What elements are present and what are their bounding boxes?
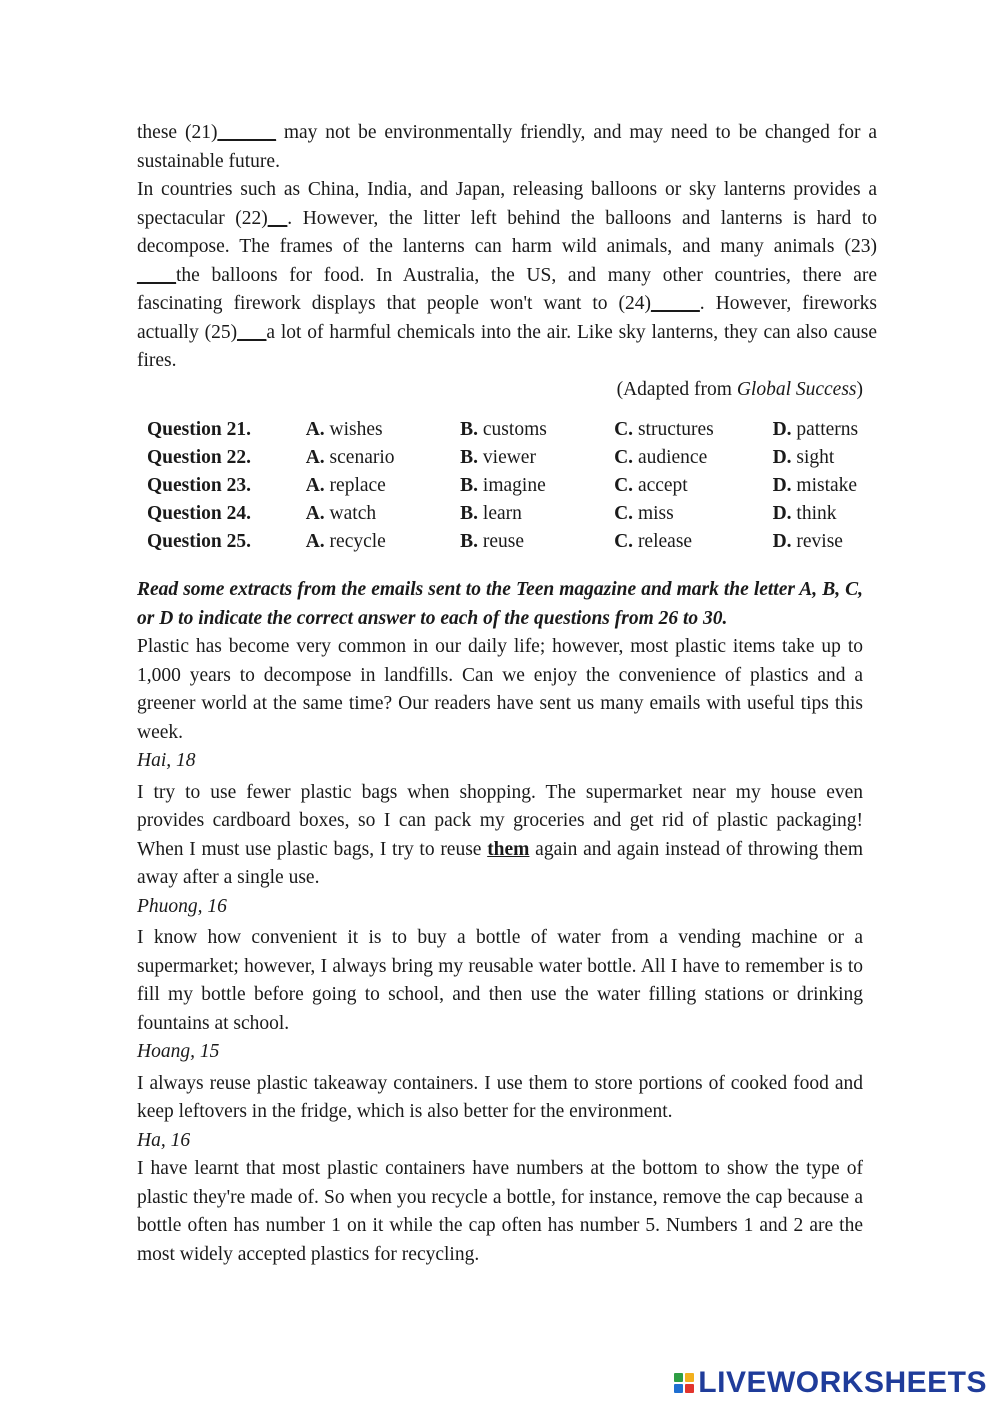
- question-label: Question 23.: [147, 475, 252, 496]
- answer-option-d[interactable]: [773, 528, 877, 556]
- answer-option-b[interactable]: [460, 500, 614, 528]
- answer-option-c[interactable]: [614, 472, 772, 500]
- question-label: Question 25.: [147, 531, 252, 552]
- email-hoang: I always reuse plastic takeaway containers. I use them to store portions of cooked food and keep leftovers in the fridge, which is also better for the environment.: [137, 1072, 863, 1122]
- option-text: imagine: [482, 475, 546, 496]
- blank-25[interactable]: ___: [237, 321, 267, 343]
- option-text: patterns: [796, 419, 859, 440]
- answer-option-a[interactable]: [306, 444, 460, 472]
- option-letter: A.: [305, 419, 325, 440]
- answer-option-b[interactable]: [460, 472, 614, 500]
- option-letter: B.: [460, 475, 479, 496]
- option-text: structures: [637, 419, 714, 440]
- option-text: wishes: [329, 419, 383, 440]
- passage-text: . However, the litter left behind the balloons and lanterns is hard to decompose. The frames of the lanterns can harm wild animals, and many animals (23): [137, 207, 877, 257]
- option-text: accept: [637, 475, 688, 496]
- answer-option-d[interactable]: [773, 444, 877, 472]
- option-letter: C.: [614, 447, 634, 468]
- option-letter: C.: [614, 531, 634, 552]
- option-letter: B.: [460, 503, 479, 524]
- option-letter: D.: [772, 531, 792, 552]
- passage-paragraph-1: [137, 119, 877, 176]
- email-ha: I have learnt that most plastic containers have numbers at the bottom to show the type of plastic they're made of. So when you recycle a bottle, for instance, remove the cap because a bottle often has number 1 on it while the cap often has number 5. Numbers 1 and 2 are the most widely accepted plastics for recycling.: [137, 1158, 863, 1265]
- logo-square: [685, 1384, 694, 1393]
- question-label: Question 21.: [147, 419, 252, 440]
- blank-23[interactable]: ____: [137, 264, 176, 286]
- email-text: I try to use fewer plastic bags when shopping. The supermarket near my house even provides cardboard boxes, so I can pack my groceries and get rid of plastic packaging! When I must use plastic bags, I try to reuse: [137, 781, 863, 860]
- option-letter: D.: [772, 447, 792, 468]
- answer-option-c[interactable]: [614, 416, 772, 444]
- option-text: miss: [637, 503, 674, 524]
- option-letter: B.: [460, 419, 479, 440]
- option-letter: B.: [460, 447, 479, 468]
- logo-square: [674, 1384, 683, 1393]
- option-text: sight: [796, 447, 835, 468]
- answer-option-c[interactable]: [614, 444, 772, 472]
- passage-text: may not be environmentally friendly, and may need to be changed for a sustainable future.: [137, 122, 877, 172]
- option-text: think: [796, 503, 837, 524]
- option-letter: D.: [772, 475, 792, 496]
- option-text: customs: [482, 419, 547, 440]
- source-prefix: (Adapted from: [616, 378, 737, 400]
- email-text: again and again instead of throwing them away after a single use.: [137, 838, 863, 888]
- option-text: reuse: [482, 531, 525, 552]
- passage-text: the balloons for food. In Australia, the US, and many other countries, there are fascinating firework displays that people won't want to (24): [137, 264, 877, 314]
- option-text: release: [637, 531, 693, 552]
- option-text: audience: [637, 447, 708, 468]
- option-text: watch: [329, 503, 377, 524]
- passage-text: these (21): [137, 122, 218, 143]
- option-letter: A.: [305, 447, 325, 468]
- worksheet-page: [137, 119, 877, 1269]
- answer-option-d[interactable]: [773, 416, 877, 444]
- question-row: [147, 500, 877, 528]
- email-author-hai: Hai, 18: [137, 750, 196, 771]
- source-suffix: ): [856, 378, 863, 400]
- option-letter: D.: [772, 503, 792, 524]
- option-text: replace: [329, 475, 386, 496]
- answer-option-b[interactable]: [460, 444, 614, 472]
- email-hai: [137, 779, 863, 893]
- answer-option-b[interactable]: [460, 528, 614, 556]
- answer-option-c[interactable]: [614, 500, 772, 528]
- section-instruction: Read some extracts from the emails sent to the Teen magazine and mark the letter A, B, C, or D to indicate the correct answer to each of the questions from 26 to 30.: [137, 579, 863, 629]
- logo-mark-icon: [674, 1373, 694, 1393]
- underlined-word-them: them: [487, 838, 530, 860]
- option-text: revise: [796, 531, 843, 552]
- passage-paragraph-2: [137, 176, 877, 376]
- option-text: viewer: [482, 447, 536, 468]
- option-text: recycle: [329, 531, 386, 552]
- email-author-hoang: Hoang, 15: [137, 1041, 220, 1062]
- question-row: [147, 528, 877, 556]
- question-row: [147, 416, 877, 444]
- option-text: mistake: [796, 475, 858, 496]
- answer-option-a[interactable]: [306, 500, 460, 528]
- logo-square: [674, 1373, 683, 1382]
- option-letter: A.: [305, 531, 325, 552]
- option-letter: C.: [614, 503, 634, 524]
- question-label: Question 24.: [147, 503, 252, 524]
- passage-text: . However, fireworks actually (25): [137, 293, 877, 343]
- answer-option-c[interactable]: [614, 528, 772, 556]
- source-title: Global Success: [736, 378, 857, 400]
- option-text: scenario: [329, 447, 395, 468]
- answer-option-a[interactable]: [306, 528, 460, 556]
- intro-paragraph: Plastic has become very common in our daily life; however, most plastic items take up to 1,000 years to decompose in landfills. Can we enjoy the convenience of plastics and a greener world at the same time? Our readers have sent us many emails with useful tips this week.: [137, 636, 863, 743]
- email-author-phuong: Phuong, 16: [137, 895, 227, 917]
- option-letter: C.: [614, 419, 634, 440]
- answer-option-d[interactable]: [773, 500, 877, 528]
- answer-option-a[interactable]: [306, 472, 460, 500]
- option-text: learn: [482, 503, 522, 524]
- option-letter: B.: [460, 531, 479, 552]
- blank-24[interactable]: _____: [651, 293, 700, 314]
- logo-square: [685, 1373, 694, 1382]
- question-row: [147, 472, 877, 500]
- option-letter: C.: [614, 475, 634, 496]
- blank-22[interactable]: __: [267, 207, 288, 229]
- source-citation: [137, 376, 863, 405]
- question-table: [147, 416, 877, 556]
- question-row: [147, 444, 877, 472]
- answer-option-a[interactable]: [306, 416, 460, 444]
- blank-21[interactable]: ______: [217, 122, 276, 143]
- email-author-ha: Ha, 16: [137, 1129, 191, 1151]
- email-phuong: I know how convenient it is to buy a bottle of water from a vending machine or a supermarket; however, I always bring my reusable water bottle. All I have to remember is to fill my bottle before going to school, and then use the water filling stations or drinking fountains at school.: [137, 927, 863, 1034]
- answer-option-d[interactable]: [773, 472, 877, 500]
- logo-text: LIVEWORKSHEETS: [698, 1366, 987, 1399]
- answer-option-b[interactable]: [460, 416, 614, 444]
- passage-text: In countries such as China, India, and Japan, releasing balloons or sky lanterns provides a spectacular (22): [137, 179, 877, 229]
- passage-text: a lot of harmful chemicals into the air. Like sky lanterns, they can also cause fires.: [137, 321, 877, 371]
- question-label: Question 22.: [147, 447, 252, 468]
- option-letter: A.: [305, 503, 325, 524]
- liveworksheets-logo: [674, 1366, 987, 1400]
- option-letter: A.: [305, 475, 325, 496]
- option-letter: D.: [772, 419, 792, 440]
